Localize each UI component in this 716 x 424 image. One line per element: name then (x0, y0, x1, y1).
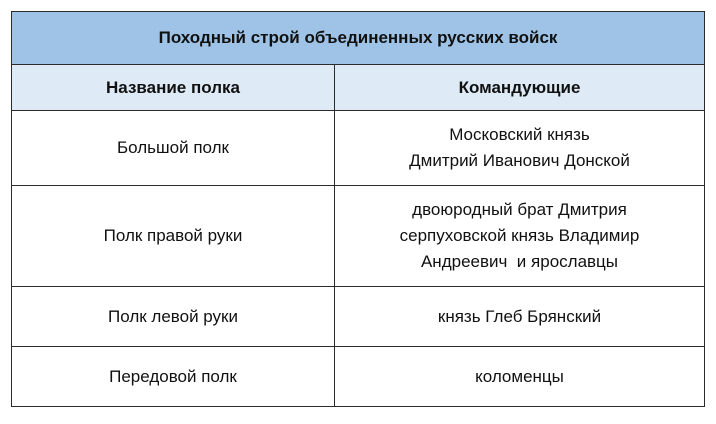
commander-line: князь Глеб Брянский (437, 306, 602, 326)
regiments-table (11, 11, 705, 407)
commander-line: Андреевич и ярославцы (420, 252, 619, 271)
column-header-commanders: Командующие (335, 65, 705, 111)
table-title: Походный строй объединенных русских войск (12, 12, 705, 65)
column-header-regiment: Название полка (12, 65, 335, 111)
table-row (12, 111, 705, 186)
table-row (12, 186, 705, 287)
commanders-cell (335, 347, 705, 407)
table-row (12, 347, 705, 407)
table-header-row (12, 65, 705, 111)
table-title-row (12, 12, 705, 65)
commander-line: коломенцы (475, 366, 564, 386)
table-row (12, 287, 705, 347)
commanders-cell (335, 186, 705, 287)
commander-line: серпуховской князь Владимир (399, 226, 640, 245)
regiment-cell: Большой полк (12, 111, 335, 186)
commanders-cell (335, 111, 705, 186)
regiment-cell: Полк правой руки (12, 186, 335, 287)
commanders-cell (335, 287, 705, 347)
regiment-cell: Полк левой руки (12, 287, 335, 347)
commander-line: Дмитрий Иванович Донской (409, 151, 630, 170)
commander-line: Московский князь (449, 125, 590, 144)
regiment-cell: Передовой полк (12, 347, 335, 407)
commander-line: двоюродный брат Дмитрия (412, 200, 627, 219)
